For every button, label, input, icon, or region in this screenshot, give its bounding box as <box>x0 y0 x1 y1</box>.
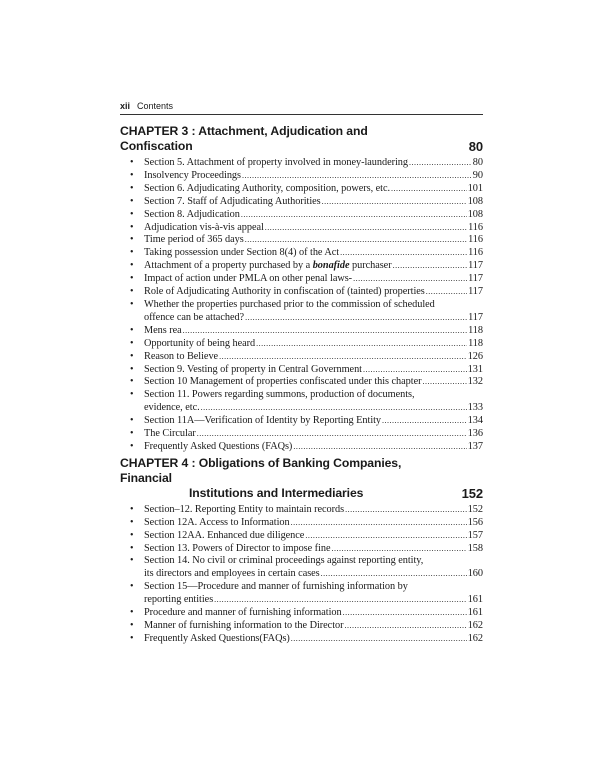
dot-leader <box>391 183 467 196</box>
toc-entry-row <box>144 415 483 428</box>
dot-leader <box>256 338 467 351</box>
toc-entry <box>120 157 483 170</box>
toc-entry-page: 161 <box>467 594 483 606</box>
toc-entry-page: 162 <box>467 632 483 644</box>
toc-entry-page: 117 <box>468 260 483 272</box>
toc-entry-row <box>144 351 483 364</box>
dot-leader <box>332 543 467 556</box>
toc-entry-page: 162 <box>467 620 483 631</box>
toc-entry-text: • Section 12A. Access to Information <box>144 516 290 528</box>
toc-entry-page: 157 <box>467 529 483 541</box>
toc-entry-page: 108 <box>467 208 483 220</box>
toc-entry-page: 118 <box>468 324 483 336</box>
toc-entry <box>120 441 483 454</box>
dot-leader <box>363 364 467 377</box>
toc-entry <box>120 209 483 222</box>
toc-entry-text: • Section 10 Management of properties confiscated under this chapter <box>144 376 422 388</box>
dot-leader <box>393 260 467 273</box>
toc-entry <box>120 376 483 389</box>
chapter-heading <box>120 456 483 501</box>
toc-entry-text: its directors and employees in certain cases <box>144 568 320 580</box>
toc-entry <box>120 247 483 260</box>
toc-entry <box>120 364 483 377</box>
chapter-title-line: Institutions and Intermediaries <box>189 485 364 500</box>
toc-entry-row <box>144 517 483 530</box>
dot-leader <box>291 517 467 530</box>
toc-entry-text: • Opportunity of being heard <box>144 337 256 349</box>
dot-leader <box>265 222 467 235</box>
toc-entry-text: • Section–12. Reporting Entity to maintain records <box>144 503 345 515</box>
dot-leader <box>426 286 467 299</box>
toc-entry-text: • Section 12AA. Enhanced due diligence <box>144 529 305 541</box>
toc-entry-text: • Section 11A—Verification of Identity by Reporting Entity <box>144 415 382 427</box>
chapter-title <box>120 456 420 501</box>
toc-entry-text: • Role of Adjudicating Authority in confiscation of (tainted) properties <box>144 286 425 298</box>
toc-entry-text: • Adjudication vis-à-vis appeal <box>144 221 264 233</box>
toc-entry-text: • Procedure and manner of furnishing information <box>144 607 342 619</box>
toc-entry-page: 152 <box>467 503 483 515</box>
toc-entry <box>120 517 483 530</box>
toc-entry-row <box>144 325 483 338</box>
toc-entry-page: 108 <box>467 195 483 207</box>
toc-entry <box>120 170 483 183</box>
toc-entry-row <box>144 247 483 260</box>
toc-entry-row <box>144 183 483 196</box>
dot-leader <box>353 273 467 286</box>
toc-entry <box>120 299 483 325</box>
toc-entry <box>120 504 483 517</box>
toc-entry-text: • Section 8. Adjudication <box>144 208 240 220</box>
toc-entry <box>120 607 483 620</box>
dot-leader <box>183 325 467 338</box>
toc-entry-text: • Impact of action under PMLA on other penal laws- <box>144 273 353 285</box>
toc-entry-page: 90 <box>472 169 483 181</box>
toc-entry-page: 133 <box>467 402 483 414</box>
dot-leader <box>241 209 467 222</box>
toc-entry-page: 116 <box>468 221 483 233</box>
toc-entry <box>120 620 483 633</box>
toc-entry-row <box>144 530 483 543</box>
toc-entry-row <box>144 441 483 454</box>
toc-list <box>120 504 483 646</box>
toc-entry-row <box>144 633 483 646</box>
toc-entry-page: 131 <box>467 363 483 375</box>
toc-entry-text-part: Attachment of a property purchased by a <box>144 260 313 272</box>
dot-leader <box>245 234 467 247</box>
toc-entry-text: • Frequently Asked Questions (FAQs) <box>144 440 293 452</box>
dot-leader <box>382 415 467 428</box>
running-header-title: Contents <box>137 101 174 111</box>
toc-entry <box>120 286 483 299</box>
toc-entry-row <box>144 620 483 633</box>
toc-entry-page: 117 <box>468 311 483 323</box>
toc-entry-row <box>144 594 483 607</box>
chapter-title-line: CHAPTER 4 : Obligations of Banking Companies, Financial <box>120 455 402 485</box>
toc-entry-page: 137 <box>467 440 483 452</box>
dot-leader <box>340 247 467 260</box>
dot-leader <box>343 607 467 620</box>
toc-entry <box>120 633 483 646</box>
toc-entry <box>120 222 483 235</box>
toc-entry-row <box>144 543 483 556</box>
toc-entry <box>120 196 483 209</box>
toc-entry-row <box>144 428 483 441</box>
toc-entry <box>120 183 483 196</box>
toc-entry-row <box>144 157 483 170</box>
toc-list <box>120 157 483 454</box>
toc-entry <box>120 351 483 364</box>
toc-entry-page: 156 <box>467 516 483 528</box>
chapter-title: CHAPTER 3 : Attachment, Adjudication and Confiscation <box>120 124 368 153</box>
toc-entry <box>120 543 483 556</box>
toc-entry <box>120 415 483 428</box>
running-header <box>120 101 483 115</box>
dot-leader <box>345 504 467 517</box>
toc-entry-row <box>144 286 483 299</box>
toc-entry <box>120 428 483 441</box>
dot-leader <box>305 530 466 543</box>
toc-entry-page: 116 <box>468 247 483 259</box>
dot-leader <box>242 170 472 183</box>
toc-entry-page: 117 <box>468 273 483 285</box>
toc-entry-page: 134 <box>467 415 483 427</box>
chapter-page: 80 <box>468 139 483 154</box>
chapter-heading <box>120 124 483 154</box>
toc-entry-page: 136 <box>467 428 483 440</box>
dot-leader <box>219 351 467 364</box>
toc-entry-row <box>144 376 483 389</box>
toc-entry <box>120 555 483 581</box>
page-number: xii <box>120 101 131 111</box>
toc-entry-row <box>144 196 483 209</box>
toc-entry-text: • Section 6. Adjudicating Authority, composition, powers, etc. <box>144 182 391 194</box>
toc-entry-text-line: • Section 15—Procedure and manner of furnishing information by <box>144 581 408 593</box>
toc-entry-text: offence can be attached? <box>144 311 245 323</box>
toc-entry-page: 116 <box>468 234 483 246</box>
toc-entry-text: reporting entities <box>144 594 214 606</box>
toc-entry-row <box>144 222 483 235</box>
dot-leader <box>214 594 467 607</box>
toc-entry-page: 158 <box>467 542 483 554</box>
toc-entry-text: • Mens rea <box>144 324 182 336</box>
toc-entry-text: • The Circular <box>144 428 196 440</box>
toc-entry <box>120 338 483 351</box>
dot-leader <box>293 441 466 454</box>
toc-entry-page: 161 <box>467 607 483 619</box>
toc-entry <box>120 234 483 247</box>
toc-entry-text: • Frequently Asked Questions(FAQs) <box>144 632 290 644</box>
toc-entry-emphasis: bonafide <box>312 260 350 272</box>
toc-entry <box>120 389 483 415</box>
toc-entry-row <box>144 209 483 222</box>
toc-entry-page: 101 <box>467 182 483 194</box>
toc-entry-row <box>144 504 483 517</box>
toc-entry <box>120 581 483 607</box>
toc-entry-page: 117 <box>468 286 483 298</box>
toc-entry-row <box>144 273 483 286</box>
toc-entry-page: 118 <box>468 337 483 349</box>
dot-leader <box>321 568 467 581</box>
toc-entry <box>120 273 483 286</box>
toc-content <box>120 124 483 648</box>
toc-entry-text-line: • Section 14. No civil or criminal proceedings against reporting entity, <box>144 555 424 567</box>
toc-entry-text: • Section 7. Staff of Adjudicating Authorities <box>144 195 321 207</box>
toc-entry <box>120 325 483 338</box>
dot-leader <box>291 633 467 646</box>
chapter-page: 152 <box>461 485 483 501</box>
toc-entry-text-line: • Section 11. Powers regarding summons, production of documents, <box>144 389 415 401</box>
toc-entry-text: • Section 5. Attachment of property involved in money-laundering <box>144 157 408 168</box>
dot-leader <box>344 620 466 633</box>
toc-entry-text-part: purchaser <box>349 260 392 272</box>
dot-leader <box>422 376 466 389</box>
toc-entry-row <box>144 402 483 415</box>
toc-entry-text: • Time period of 365 days <box>144 234 244 246</box>
toc-entry-text: evidence, etc. <box>144 402 200 414</box>
toc-entry-text: • Insolvency Proceedings <box>144 169 241 181</box>
toc-entry-row <box>144 260 483 273</box>
toc-entry <box>120 530 483 543</box>
dot-leader <box>409 157 472 170</box>
toc-entry-row <box>144 312 483 325</box>
toc-entry-text: • Reason to Believe <box>144 350 219 362</box>
toc-entry-row <box>144 170 483 183</box>
dot-leader <box>245 312 467 325</box>
toc-entry-page: 80 <box>472 157 483 168</box>
toc-entry-page: 160 <box>467 568 483 580</box>
dot-leader <box>197 428 467 441</box>
toc-entry-text <box>144 260 392 273</box>
toc-entry-text: • Section 13. Powers of Director to impose fine <box>144 542 331 554</box>
toc-entry-row <box>144 338 483 351</box>
toc-entry-text-line: • Whether the properties purchased prior to the commission of scheduled <box>144 298 435 310</box>
toc-entry-row <box>144 234 483 247</box>
toc-entry-page: 132 <box>467 376 483 388</box>
toc-entry-row <box>144 568 483 581</box>
dot-leader <box>201 402 467 415</box>
toc-entry-text: • Taking possession under Section 8(4) of the Act <box>144 247 340 259</box>
toc-entry <box>120 260 483 273</box>
dot-leader <box>322 196 467 209</box>
toc-entry-row <box>144 607 483 620</box>
toc-entry-page: 126 <box>467 350 483 362</box>
toc-entry-row <box>144 364 483 377</box>
toc-entry-text: • Manner of furnishing information to the Director <box>144 620 344 631</box>
toc-entry-text: • Section 9. Vesting of property in Central Government <box>144 363 362 375</box>
